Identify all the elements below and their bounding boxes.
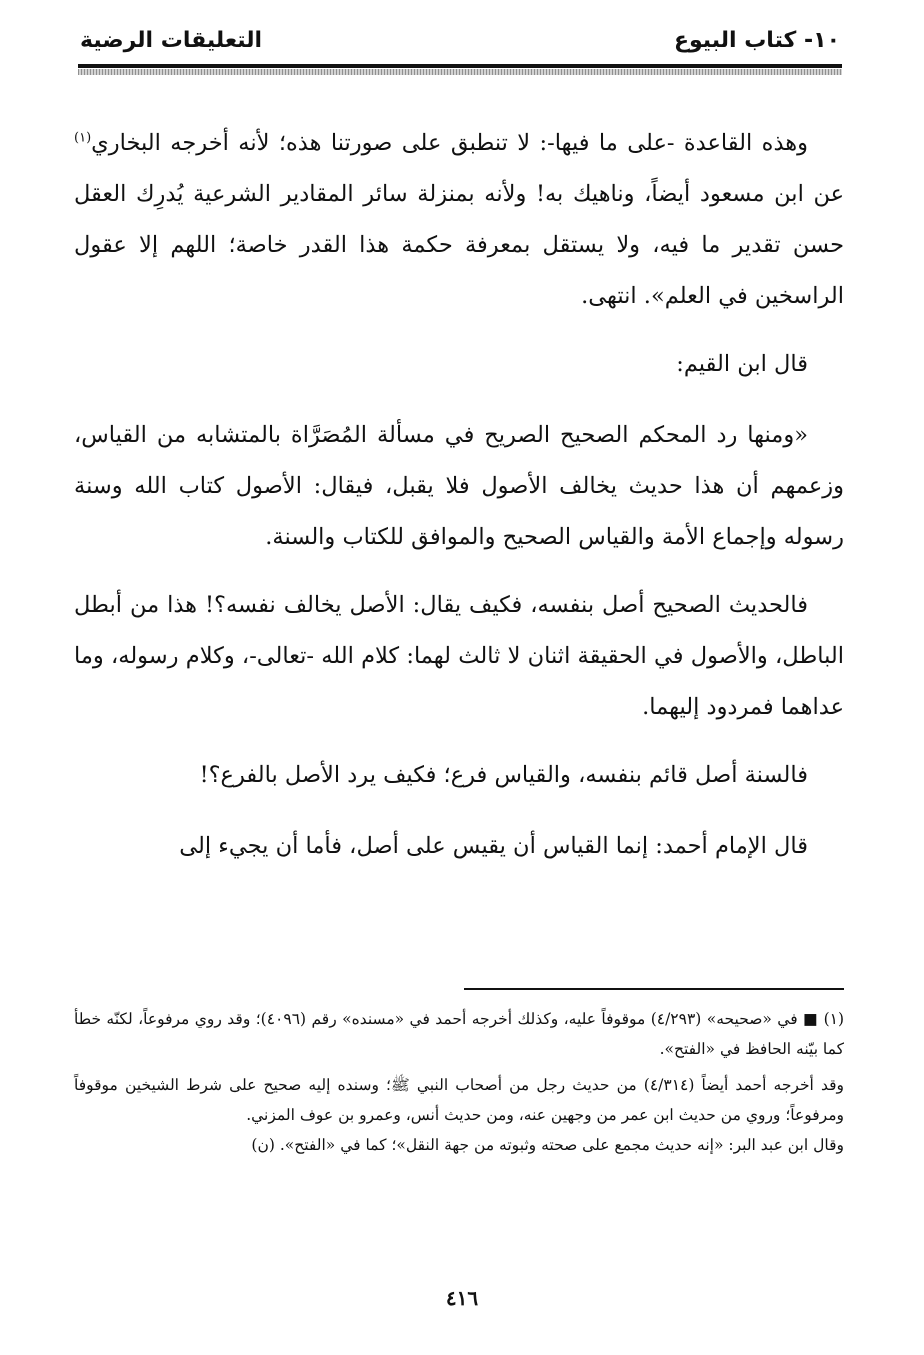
main-text xyxy=(74,118,844,889)
paragraph-imam-ahmad xyxy=(74,821,844,872)
page-number: ٤١٦ xyxy=(445,1286,479,1310)
paragraph-text: وهذه القاعدة -على ما فيها-: لا تنطبق على صورتنا هذه؛ لأنه أخرجه البخاري xyxy=(91,130,808,156)
header-rule-shading xyxy=(78,69,842,75)
book-title: التعليقات الرضية xyxy=(80,28,263,53)
paragraph-sunnah-asl xyxy=(74,750,844,801)
paragraph-musarrat xyxy=(74,410,844,563)
header-rule xyxy=(78,64,842,68)
paragraph-text: قال ابن القيم: xyxy=(676,351,808,377)
paragraph-text: فالحديث الصحيح أصل بنفسه، فكيف يقال: الأصل يخالف نفسه؟! هذا من أبطل الباطل، والأصول في الحقيقة اثنان لا ثالث لهما: كلام الله -تعالى-، وكلام رسوله، وما عداهما فمردود إليهما. xyxy=(74,592,844,720)
footnote-separator xyxy=(464,988,844,990)
footnote-1-continued: وقد أخرجه أحمد أيضاً (٤/٣١٤) من حديث رجل من أصحاب النبي ﷺ؛ وسنده إليه صحيح على شرط الشيخين موقوفاً ومرفوعاً؛ وروي من حديث ابن عمر من وجهين عنه، ومن حديث أنس، وعمرو بن عوف المزني. xyxy=(74,1076,844,1124)
footnotes xyxy=(74,1004,844,1160)
paragraph-text: عن ابن مسعود أيضاً، وناهيك به! ولأنه بمنزلة سائر المقادير الشرعية يُدرِك العقل حسن تقدير ما فيه، ولا يستقل بمعرفة حكمة هذا القدر خاصة؛ اللهم إلا عقول الراسخين في العلم». انتهى. xyxy=(74,181,844,309)
paragraph-qaida xyxy=(74,118,844,322)
running-header xyxy=(80,28,840,68)
paragraph-text: قال الإمام أحمد: إنما القياس أن يقيس على أصل، فأما أن يجيء إلى xyxy=(179,833,808,859)
chapter-title: ١٠- كتاب البيوع xyxy=(673,28,840,53)
footnote-1-ibn-abd-albarr: وقال ابن عبد البر: «إنه حديث مجمع على صحته وثبوته من جهة النقل»؛ كما في «الفتح». (ن) xyxy=(251,1136,844,1154)
paragraph-ibn-alqayyim-intro xyxy=(74,339,844,390)
paragraph-text: فالسنة أصل قائم بنفسه، والقياس فرع؛ فكيف يرد الأصل بالفرع؟! xyxy=(199,762,808,788)
footnote-1: (١) ■ في «صحيحه» (٤/٢٩٣) موقوفاً عليه، وكذلك أخرجه أحمد في «مسنده» رقم (٤٠٩٦)؛ وقد روي مرفوعاً، لكنّه خطأ كما بيّنه الحافظ في «الفتح». xyxy=(74,1010,845,1058)
paragraph-hadith-asl xyxy=(74,580,844,733)
footnote-reference: (١) xyxy=(74,130,92,146)
paragraph-text: «ومنها رد المحكم الصحيح الصريح في مسألة المُصَرَّاة بالمتشابه من القياس، وزعمهم أن هذا حديث يخالف الأصول فلا يقبل، فيقال: الأصول كتاب الله وسنة رسوله وإجماع الأمة والقياس الصحيح والموافق للكتاب والسنة. xyxy=(74,422,844,550)
